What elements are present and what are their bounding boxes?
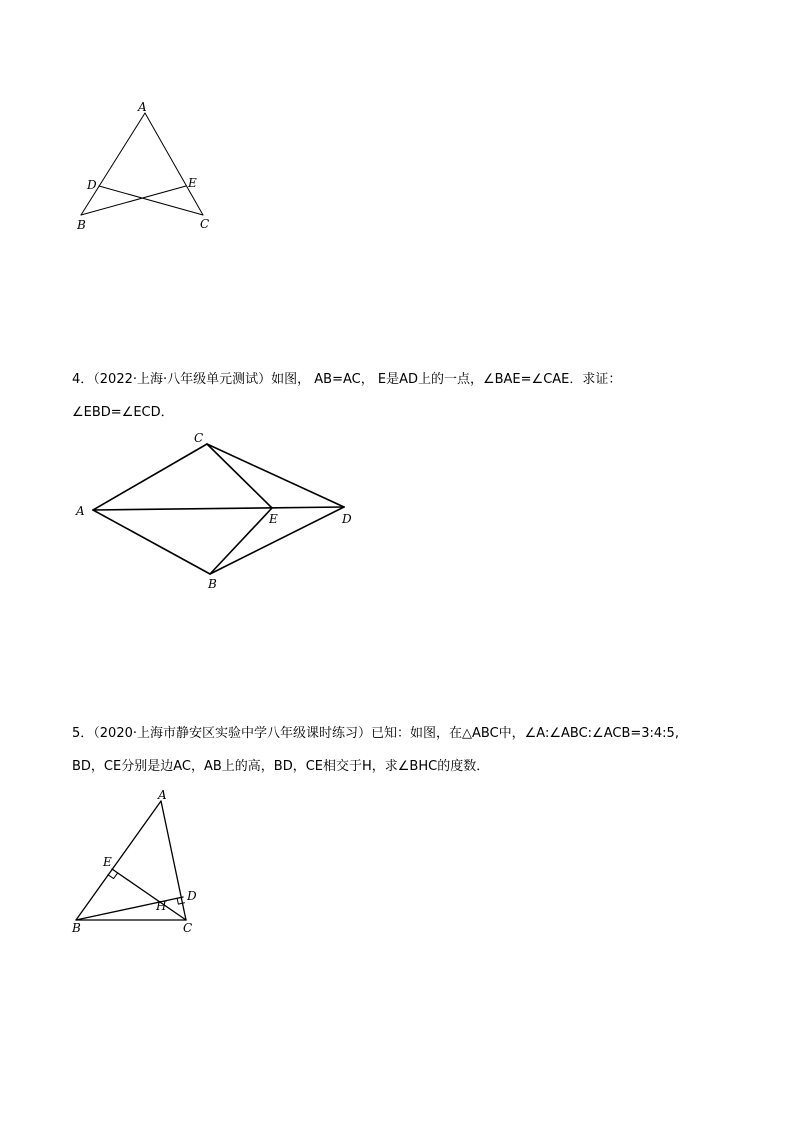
q5-source: （2020·上海市静安区实验中学八年级课时练习）	[93, 726, 371, 741]
segment-ac	[93, 444, 207, 510]
q4-source: （2022·上海·八年级单元测试）	[93, 372, 272, 387]
triangle-figure-1	[0, 0, 794, 260]
label-h: H	[156, 899, 167, 913]
q4-line-1	[72, 372, 621, 388]
label-c: C	[183, 921, 193, 935]
altitude-bd	[76, 897, 183, 920]
segment-ab	[76, 801, 161, 920]
label-d: D	[342, 512, 352, 526]
label-e: E	[103, 855, 112, 869]
segment-dc	[99, 186, 203, 215]
q5-line-1	[72, 726, 679, 742]
segment-ad	[93, 507, 344, 510]
label-e: E	[269, 512, 278, 526]
label-c: C	[200, 217, 210, 231]
right-angle-mark-d	[177, 898, 184, 904]
segment-ab	[93, 510, 210, 574]
label-a: A	[138, 100, 147, 114]
q4-line-2	[72, 405, 174, 421]
kite-figure-q4	[0, 420, 794, 600]
q5-question: BD，CE分别是边AC，AB上的高，BD，CE相交于H，求∠BHC的度数．	[72, 759, 490, 774]
label-d: D	[87, 178, 97, 192]
label-e: E	[188, 176, 197, 190]
q5-line-2	[72, 759, 489, 775]
label-b: B	[208, 577, 217, 591]
segment-ce	[207, 444, 272, 508]
label-b: B	[72, 921, 81, 935]
q4-number: 4．	[72, 372, 94, 387]
label-a: A	[76, 504, 85, 518]
triangle-altitudes-figure-q5	[0, 780, 794, 940]
label-c: C	[194, 431, 204, 445]
label-d: D	[187, 889, 197, 903]
altitude-ce	[112, 869, 186, 920]
segment-ac	[145, 113, 203, 215]
label-b: B	[77, 218, 86, 232]
q4-statement: 如图， AB=AC， E是AD上的一点，∠BAE=∠CAE．求证：	[271, 372, 622, 387]
label-a: A	[158, 788, 167, 802]
q4-conclusion: ∠EBD=∠ECD．	[72, 405, 174, 420]
segment-be	[210, 508, 272, 574]
q5-statement: 已知：如图，在△ABC中，∠A:∠ABC:∠ACB=3:4:5,	[371, 726, 679, 741]
q5-number: 5．	[72, 726, 94, 741]
segment-cd	[207, 444, 344, 507]
